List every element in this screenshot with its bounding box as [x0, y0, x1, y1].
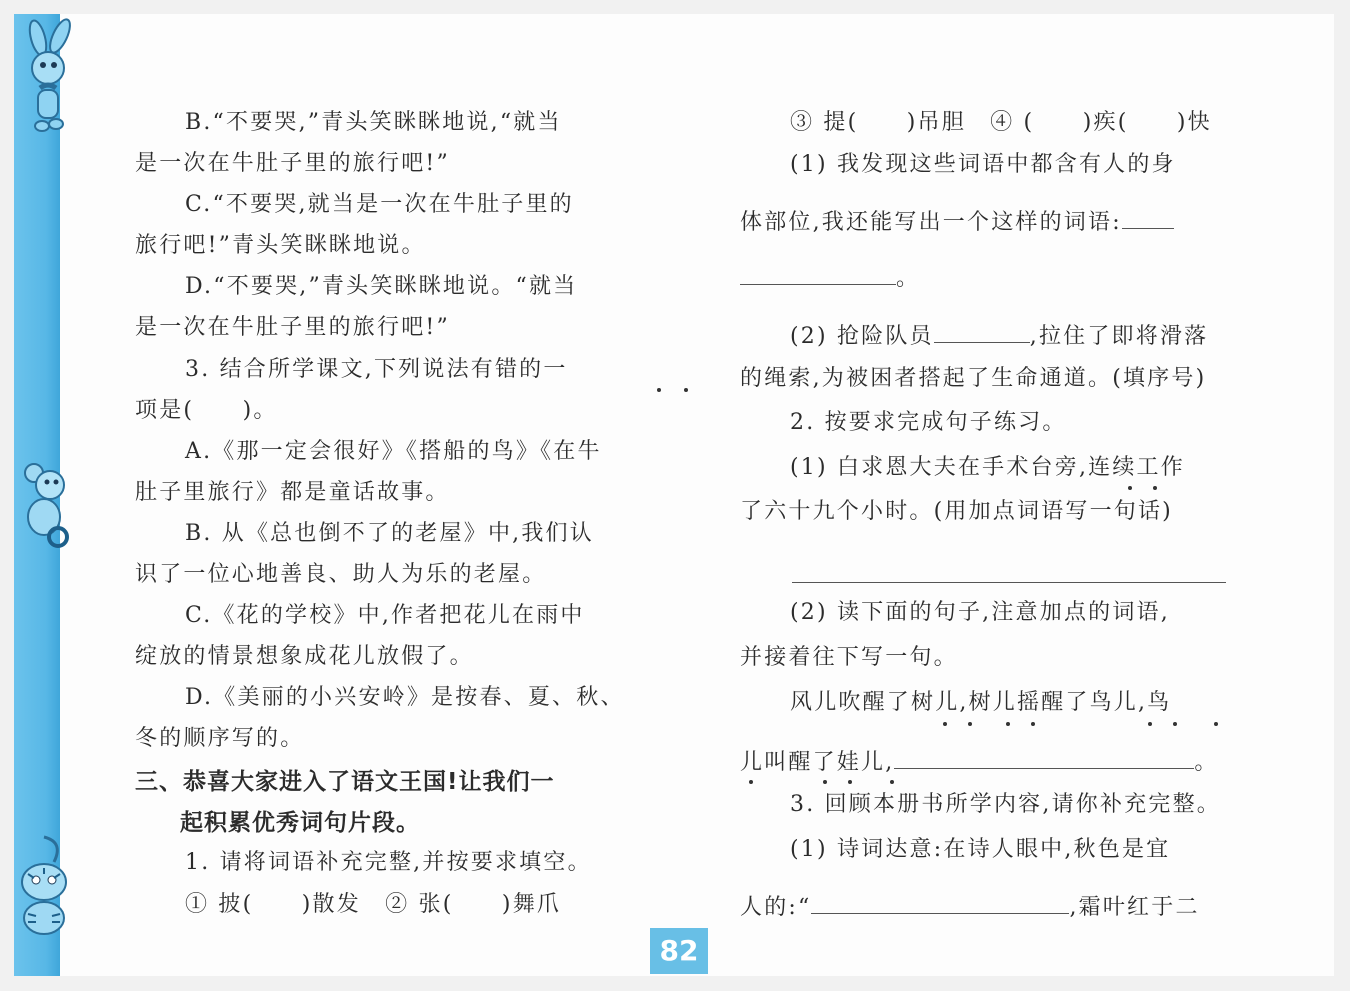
option-b-line-1: B.“不要哭,”青头笑眯眯地说,“就当	[185, 110, 562, 135]
question-3-right-prompt: 3. 回顾本册书所学内容,请你补充完整。	[790, 792, 1221, 817]
example-sentence-line-2	[740, 748, 1219, 776]
tiger-mascot-icon	[14, 832, 76, 942]
question-2-prompt: 2. 按要求完成句子练习。	[790, 410, 1067, 435]
section-3-heading-line-1: 三、恭喜大家进入了语文王国!让我们一	[135, 769, 555, 795]
example-sentence-text: 儿叫醒了娃儿,	[740, 750, 895, 775]
q3-option-c-line-1: C.《花的学校》中,作者把花儿在雨中	[185, 603, 585, 628]
emphasis-dot	[1173, 722, 1177, 726]
sub-question-1-line-3	[740, 264, 920, 292]
sub-question-1-line-2	[740, 208, 1174, 236]
page-number-badge: 82	[650, 928, 708, 974]
q3-option-a-line-1: A.《那一定会很好》《搭船的鸟》《在牛	[185, 439, 602, 464]
emphasis-dot	[749, 780, 753, 784]
period: 。	[896, 266, 921, 291]
emphasis-dot	[1153, 486, 1157, 490]
option-c-line-2: 旅行吧!”青头笑眯眯地说。	[135, 233, 426, 258]
q2-sub-1-line-2: 了六十九个小时。(用加点词语写一句话)	[740, 499, 1173, 524]
option-c-line-1: C.“不要哭,就当是一次在牛肚子里的	[185, 192, 574, 217]
q3-option-b-line-1: B. 从《总也倒不了的老屋》中,我们认	[185, 521, 594, 546]
answer-blank[interactable]	[934, 322, 1030, 343]
emphasis-dot	[1128, 486, 1132, 490]
section-3-heading-line-2: 起积累优秀词句片段。	[180, 810, 420, 836]
emphasis-dot	[1031, 722, 1035, 726]
q3-option-a-line-2: 肚子里旅行》都是童话故事。	[135, 480, 450, 505]
sub-question-1-line-1: (1) 我发现这些词语中都含有人的身	[790, 152, 1176, 177]
question-1-prompt: 1. 请将词语补充完整,并按要求填空。	[185, 850, 592, 875]
option-d-line-1: D.“不要哭,”青头笑眯眯地说。“就当	[185, 274, 578, 299]
emphasis-dot	[1148, 722, 1152, 726]
emphasis-dot	[823, 780, 827, 784]
emphasis-dot	[1006, 722, 1010, 726]
emphasis-dot	[684, 388, 688, 392]
q2-sub-1-line-1: (1) 白求恩大夫在手术台旁,连续工作	[790, 455, 1185, 480]
idiom-items-3-4: ③ 提( )吊胆 ④ ( )疾( )快	[790, 110, 1212, 135]
period: 。	[1194, 750, 1219, 775]
answer-blank[interactable]	[811, 893, 1069, 914]
idiom-items-1-2: ① 披( )散发 ② 张( )舞爪	[185, 892, 562, 917]
q3-option-c-line-2: 绽放的情景想象成花儿放假了。	[135, 644, 474, 669]
emphasis-dot	[943, 722, 947, 726]
emphasis-dot	[657, 388, 661, 392]
mouse-mascot-icon	[14, 455, 74, 550]
poem-question-text-a: 人的:“	[740, 895, 812, 920]
q3-option-d-line-2: 冬的顺序写的。	[135, 726, 305, 751]
sub-question-2-line-1	[740, 322, 1208, 350]
q2-sub-2-line-2: 并接着往下写一句。	[740, 645, 958, 670]
emphasis-dot	[1214, 722, 1218, 726]
sub-question-2-line-2: 的绳索,为被困者搭起了生命通道。(填序号)	[740, 366, 1207, 391]
sub-question-1-text: 体部位,我还能写出一个这样的词语:	[740, 210, 1122, 235]
answer-line[interactable]	[792, 562, 1226, 583]
poem-question-line-2	[740, 893, 1200, 921]
rabbit-mascot-icon	[16, 18, 80, 138]
emphasis-dot	[890, 780, 894, 784]
sub-question-2-text-b: ,拉住了即将滑落	[1029, 324, 1209, 349]
example-sentence-line-1: 风儿吹醒了树儿,树儿摇醒了鸟儿,鸟	[790, 690, 1172, 715]
answer-blank[interactable]	[1122, 208, 1174, 229]
answer-blank[interactable]	[894, 748, 1194, 769]
answer-blank[interactable]	[740, 264, 896, 285]
q2-sub-2-line-1: (2) 读下面的句子,注意加点的词语,	[790, 600, 1170, 625]
poem-question-text-b: ,霜叶红于二	[1069, 895, 1200, 920]
question-3-line-1: 3. 结合所学课文,下列说法有错的一	[185, 357, 568, 382]
q3-option-b-line-2: 识了一位心地善良、助人为乐的老屋。	[135, 562, 547, 587]
sub-question-2-text-a: (2) 抢险队员	[790, 324, 934, 349]
emphasis-dot	[848, 780, 852, 784]
emphasis-dot	[968, 722, 972, 726]
q3-option-d-line-1: D.《美丽的小兴安岭》是按春、夏、秋、	[185, 685, 625, 710]
poem-question-line-1: (1) 诗词达意:在诗人眼中,秋色是宜	[790, 837, 1171, 862]
question-3-line-2: 项是( )。	[135, 398, 278, 423]
option-b-line-2: 是一次在牛肚子里的旅行吧!”	[135, 151, 450, 176]
option-d-line-2: 是一次在牛肚子里的旅行吧!”	[135, 315, 450, 340]
